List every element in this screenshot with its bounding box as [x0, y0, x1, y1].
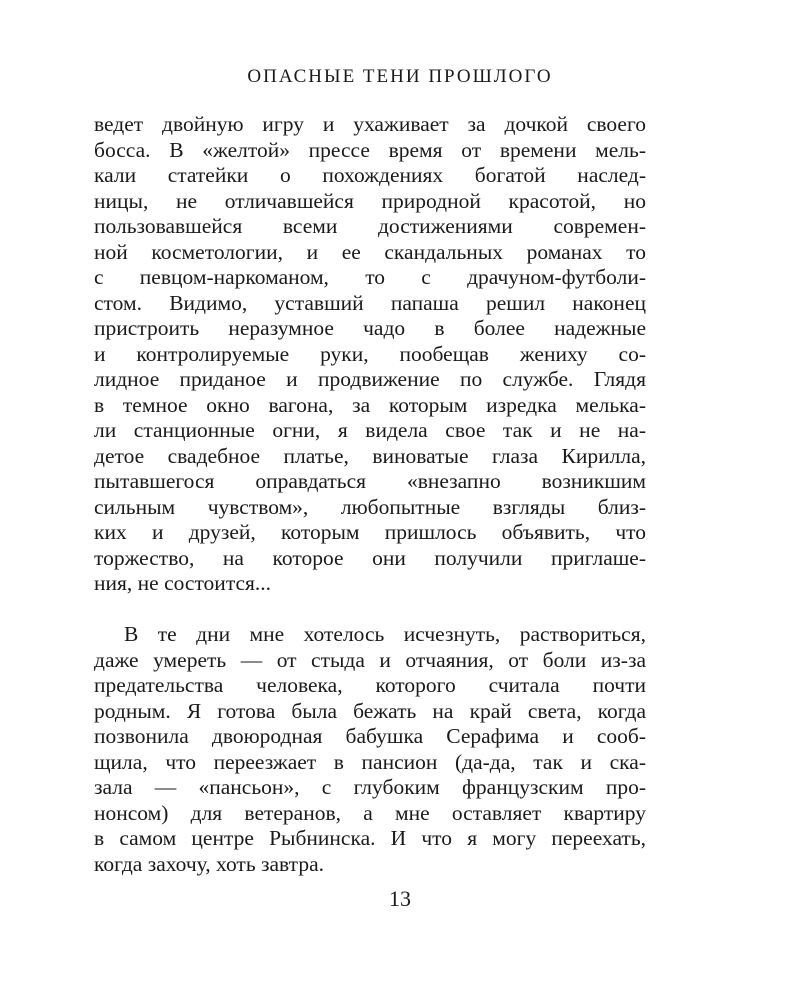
text-line: ния, не состоится...	[94, 571, 272, 595]
text-line: в темное окно вагона, за которым изредка мелька-	[94, 392, 646, 417]
paragraph-gap	[94, 597, 646, 623]
text-line: нонсом) для ветеранов, а мне оставляет квартиру	[94, 800, 646, 825]
running-header: ОПАСНЫЕ ТЕНИ ПРОШЛОГО	[247, 66, 553, 87]
paragraph-2	[94, 622, 646, 877]
body-text	[94, 112, 646, 877]
text-line: позвонила двоюродная бабушка Серафима и сооб-	[94, 724, 646, 748]
text-line: пользовавшейся всеми достижениями современ-	[94, 214, 646, 238]
text-line: торжество, на которое они получили приглаше-	[94, 545, 646, 570]
text-line: щила, что переезжает в пансион (да-да, так и ска-	[94, 749, 646, 774]
page-number: 13	[389, 886, 411, 911]
text-line: пристроить неразумное чадо в более надежные	[94, 316, 646, 340]
text-line: стом. Видимо, уставший папаша решил наконец	[94, 290, 646, 315]
text-line: когда захочу, хоть завтра.	[94, 851, 324, 876]
text-line: ведет двойную игру и ухаживает за дочкой своего	[94, 112, 646, 136]
text-line: В те дни мне хотелось исчезнуть, раствориться,	[124, 622, 646, 646]
text-line: детое свадебное платье, виноватые глаза Кирилла,	[94, 443, 646, 468]
text-line: зала — «пансьон», с глубоким французским про-	[94, 775, 646, 799]
text-line: ной косметологии, и ее скандальных романах то	[94, 239, 646, 264]
text-line: босса. В «желтой» прессе время от времени мель-	[94, 137, 646, 162]
text-line: сильным чувством», любопытные взгляды близ-	[94, 494, 646, 519]
text-line: даже умереть — от стыда и отчаяния, от боли из-за	[94, 647, 646, 672]
text-line: в самом центре Рыбнинска. И что я могу переехать,	[94, 826, 646, 850]
text-line: ли станционные огни, я видела свое так и не на-	[94, 418, 646, 442]
text-line: с певцом-наркоманом, то с драчуном-футболи-	[94, 265, 646, 289]
text-line: и контролируемые руки, пообещав жениху со-	[94, 341, 646, 366]
text-line: лидное приданое и продвижение по службе. Глядя	[94, 367, 646, 391]
text-line: предательства человека, которого считала почти	[94, 673, 646, 697]
paragraph-1	[94, 112, 646, 597]
text-line: кали статейки о похождениях богатой наслед-	[94, 163, 646, 187]
text-line: пытавшегося оправдаться «внезапно возникшим	[94, 469, 646, 493]
text-line: ких и друзей, которым пришлось объявить, что	[94, 520, 646, 544]
text-line: ницы, не отличавшейся природной красотой, но	[94, 188, 646, 213]
text-line: родным. Я готова была бежать на край света, когда	[94, 698, 646, 723]
